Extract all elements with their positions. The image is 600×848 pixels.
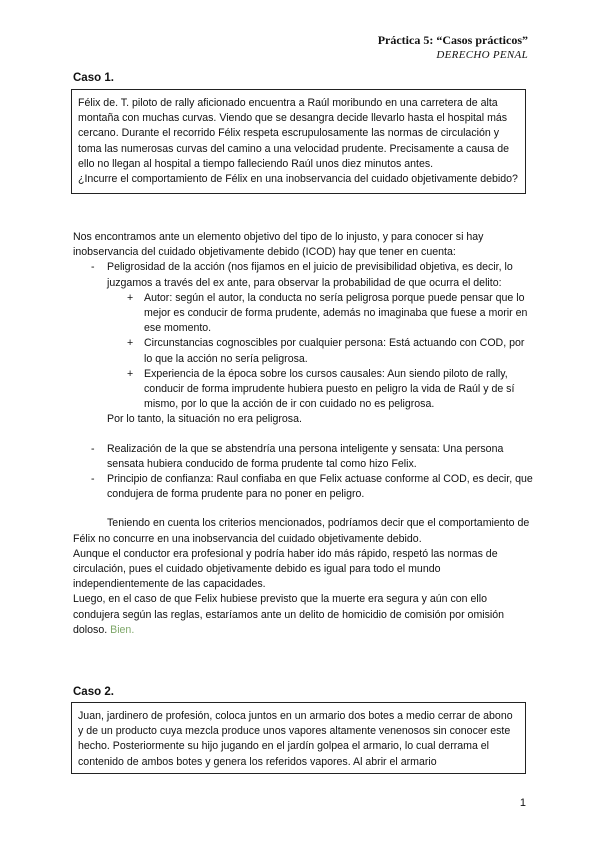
- header-title: Práctica 5: “Casos prácticos”: [377, 33, 528, 47]
- case-2-statement: Juan, jardinero de profesión, coloca juntos en un armario dos botes a medio cerrar de abono y de un producto cuya mezcla produce unos vapores altamente venenosos sin conocer este hecho. Posteriormente su hijo jugando en el jardín golpea el armario, lo cual derrama el contenido de ambos botes y genera los referidos vapores. Al abrir el armario: [78, 710, 513, 768]
- subcriterion-text: Circunstancias cognoscibles por cualquier persona: Está actuando con COD, por lo que la acción no sería peligrosa.: [144, 337, 525, 365]
- subcriterion-text: Autor: según el autor, la conducta no sería peligrosa porque puede pensar que lo mejor es conducir de forma prudente, además no imaginaba que fuese a morir en ese momento.: [144, 291, 528, 335]
- dash-bullet: -: [91, 442, 95, 455]
- dash-bullet: -: [91, 261, 95, 274]
- dash-bullet: -: [91, 473, 95, 486]
- plus-bullet: +: [127, 291, 134, 304]
- case-2-statement-box: [71, 702, 526, 774]
- criterion-text: Realización de la que se abstendría una persona inteligente y sensata: Una persona sensata hubiera conducido de forma prudente tal como hizo Felix.: [107, 442, 504, 470]
- case-1-question: ¿Incurre el comportamiento de Félix en una inobservancia del cuidado objetivamente debido?: [78, 173, 518, 186]
- criterion-persona-sensata: [73, 442, 533, 472]
- hypothesis-text: Luego, en el caso de que Felix hubiese previsto que la muerte era segura y aún con ello condujera según las reglas, estaríamos ante un delito de homicidio de comisión por omisión doloso.: [73, 593, 505, 636]
- header-subtitle: DERECHO PENAL: [436, 49, 528, 61]
- criterion-peligrosidad: [73, 260, 533, 290]
- answer-intro: Nos encontramos ante un elemento objetivo del tipo de lo injusto, y para conocer si hay inobservancia del cuidado objetivamente debido (ICOD) hay que tener en cuenta:: [73, 231, 484, 259]
- page-number: 1: [519, 797, 526, 809]
- case-1-statement-box: [71, 89, 526, 194]
- case-1-title: Caso 1.: [73, 72, 114, 84]
- subcriterion-experiencia: [73, 367, 533, 413]
- subcriterion-text: Experiencia de la época sobre los cursos causales: Aun siendo piloto de rally, conducir de forma imprudente hubiera puesto en peligro la vida de Raúl y de sí mismo, por lo que la acción de ir con cuidado no es peligrosa.: [144, 367, 515, 411]
- case-2-title: Caso 2.: [73, 686, 114, 698]
- criterion-text: Principio de confianza: Raul confiaba en que Felix actuase conforme al COD, es decir, que condujera de forma prudente para no poner en peligro.: [107, 473, 533, 501]
- teacher-comment: Bien.: [110, 623, 135, 636]
- hypothesis-paragraph: [73, 592, 533, 638]
- explanation-paragraph: Aunque el conductor era profesional y podría haber ido más rápido, respetó las normas de circulación, pues el cuidado objetivamente debido es igual para todo el mundo independientemente de las capacidades.: [73, 547, 498, 591]
- subcriterion-autor: [73, 291, 533, 337]
- case-1-statement: Félix de. T. piloto de rally aficionado encuentra a Raúl moribundo en una carretera de alta montaña con muchas curvas. Viendo que se desangra decide llevarlo hasta el hospital más cercano. Durante el recorrido Félix respeta escrupulosamente las normas de circulación y toma las numerosas curvas del camino a una velocidad prudente. Precisamente a causa de ello no llegan al hospital a tiempo falleciendo Raúl unos diez minutos antes.: [78, 97, 510, 170]
- case-1-answer: [73, 230, 533, 638]
- conclusion-paragraph: Teniendo en cuenta los criterios mencionados, podríamos decir que el comportamiento de Félix no concurre en una inobservancia del cuidado objetivamente debido.: [73, 517, 530, 545]
- criterion-principio-confianza: [73, 472, 533, 502]
- plus-bullet: +: [127, 337, 134, 350]
- criterion-conclusion: Por lo tanto, la situación no era peligrosa.: [107, 413, 302, 426]
- subcriterion-circunstancias: [73, 336, 533, 366]
- criterion-text: Peligrosidad de la acción (nos fijamos en el juicio de previsibilidad objetiva, es decir, lo juzgamos a través del ex ante, para observar la probabilidad de que ocurra el delito:: [107, 261, 513, 289]
- plus-bullet: +: [127, 367, 134, 380]
